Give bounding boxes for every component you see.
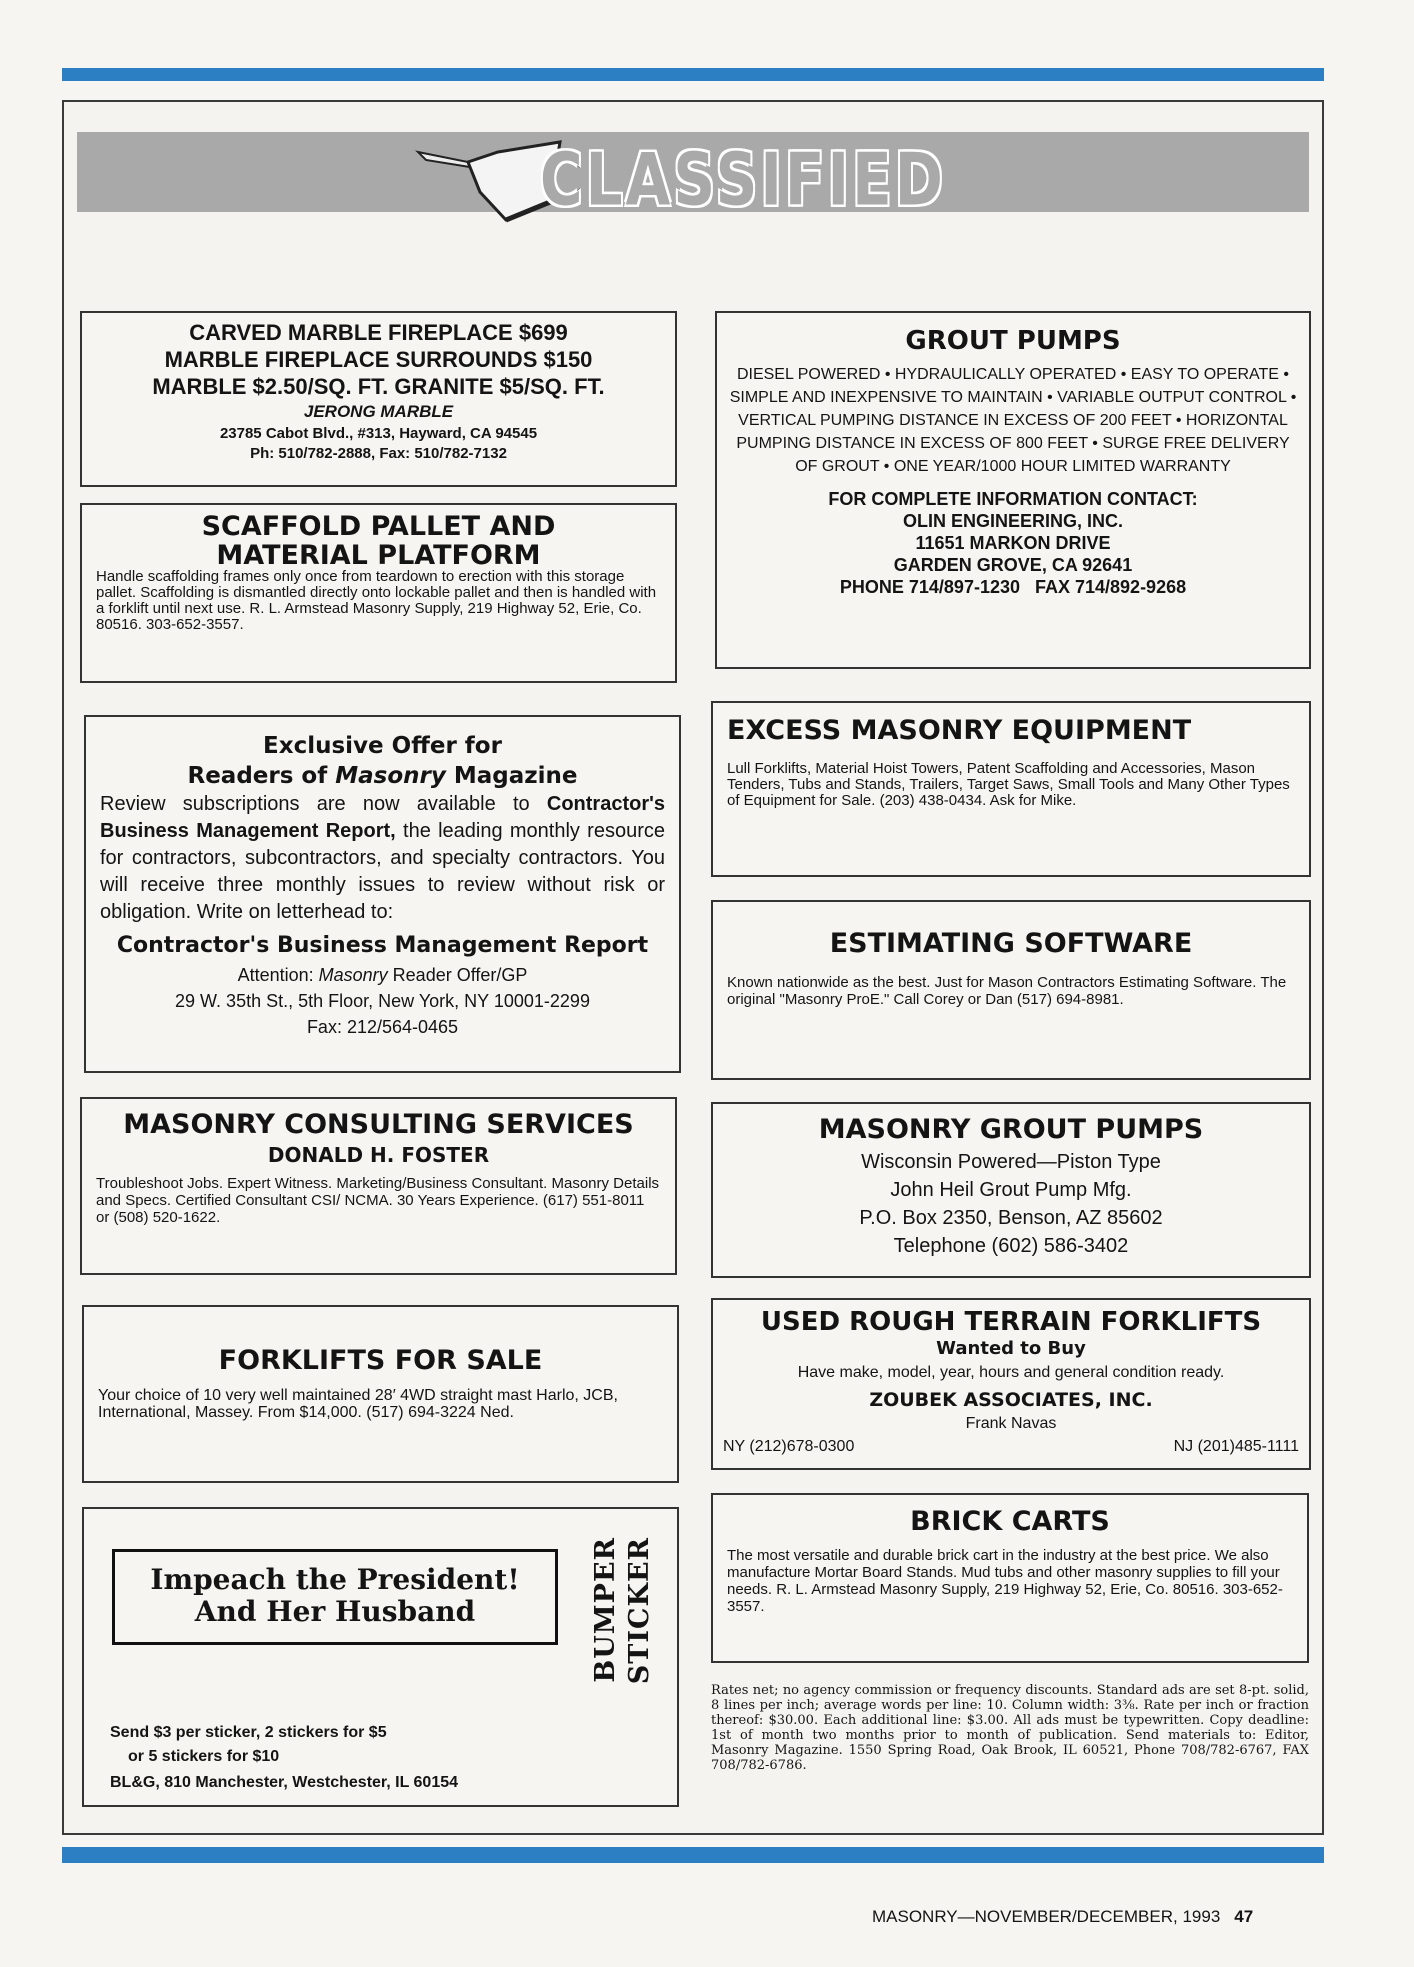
marble-line-1: CARVED MARBLE FIREPLACE $699 (189, 320, 568, 345)
ad-forklifts-for-sale (82, 1305, 679, 1483)
sticker-price-1: Send $3 per sticker, 2 stickers for $5 (110, 1724, 387, 1741)
ad-consulting (80, 1097, 677, 1275)
sticker-address: BL&G, 810 Manchester, Westchester, IL 60154 (110, 1774, 459, 1791)
exclusive-attention: Attention: Masonry Reader Offer/GP (237, 965, 528, 985)
page-number: 47 (1234, 1907, 1254, 1926)
excess-body: Lull Forklifts, Material Hoist Towers, Patent Scaffolding and Accessories, Mason Tenders, Tubs and Stands, Trailers, Target Saws, Small Tools and Many Other Types of Equipment for Sale. (203) 438-0434. Ask for Mike. (727, 760, 1290, 809)
brick-body: The most versatile and durable brick cart in the industry at the best price. We also manufacture Mortar Board Stands. Mud tubs and other masonry supplies to fill your needs. R. L. Armstead Masonry Supply, 219 Highway 52, Erie, Co. 80516. 303-652-3557. (727, 1547, 1283, 1615)
used-phones (723, 1434, 1299, 1460)
consulting-title: MASONRY CONSULTING SERVICES (123, 1109, 634, 1140)
used-company: ZOUBEK ASSOCIATES, INC. (869, 1389, 1153, 1411)
used-contact: Frank Navas (965, 1415, 1057, 1432)
sticker-box (112, 1549, 558, 1645)
forklifts-title: FORKLIFTS FOR SALE (218, 1345, 543, 1376)
used-title: USED ROUGH TERRAIN FORKLIFTS (760, 1307, 1262, 1337)
ad-marble (80, 311, 677, 487)
ad-exclusive-offer (84, 715, 681, 1073)
marble-address: 23785 Cabot Blvd., #313, Hayward, CA 94545 (219, 425, 538, 442)
bumper-vertical-label: BUMPER (590, 1537, 621, 1683)
ad-excess-equipment (711, 701, 1311, 877)
consulting-name: DONALD H. FOSTER (267, 1143, 490, 1167)
sticker-vertical-label: STICKER (624, 1537, 655, 1685)
grout-contact-1: FOR COMPLETE INFORMATION CONTACT: (828, 489, 1198, 509)
page-footer (872, 1907, 1253, 1927)
software-title: ESTIMATING SOFTWARE (829, 928, 1193, 959)
grout-title: GROUT PUMPS (905, 326, 1121, 356)
masonry-grout-line-3: P.O. Box 2350, Benson, AZ 85602 (859, 1207, 1163, 1229)
exclusive-title-1: Exclusive Offer for (263, 733, 502, 759)
bottom-rule (62, 1847, 1324, 1863)
grout-body: DIESEL POWERED • HYDRAULICALLY OPERATED • EASY TO OPERATE • SIMPLE AND INEXPENSIVE TO MAINTAIN • VARIABLE OUTPUT CONTROL • VERTICAL PUMPING DISTANCE IN EXCESS OF 200 FEET • HORIZONTAL PUMPING DISTANCE IN EXCESS OF 800 FEET • SURGE FREE DELIVERY OF GROUT • ONE YEAR/1000 HOUR LIMITED WARRANTY (729, 366, 1297, 475)
masonry-grout-line-4: Telephone (602) 586-3402 (893, 1235, 1129, 1257)
ad-masonry-grout-pumps (711, 1102, 1311, 1278)
software-body: Known nationwide as the best. Just for Mason Contractors Estimating Software. The original "Masonry ProE." Call Corey or Dan (517) 694-8981. (727, 974, 1287, 1008)
exclusive-fax: Fax: 212/564-0465 (306, 1017, 459, 1037)
masonry-grout-title: MASONRY GROUT PUMPS (818, 1114, 1204, 1145)
grout-contact-2: OLIN ENGINEERING, INC. (902, 511, 1124, 531)
sticker-line-1: Impeach the President! (150, 1563, 520, 1596)
exclusive-body: Review subscriptions are now available to Contractor's Business Management Report, the leading monthly resource for contractors, subcontractors, and specialty contractors. You will receive three monthly issues to review without risk or obligation. Write on letterhead to: (100, 793, 665, 923)
exclusive-title-2: Readers of Masonry Magazine (187, 763, 578, 789)
sticker-line-2: And Her Husband (194, 1595, 476, 1628)
marble-line-3: MARBLE $2.50/SQ. FT. GRANITE $5/SQ. FT. (152, 374, 605, 399)
scaffold-title-2: MATERIAL PLATFORM (216, 540, 541, 571)
masonry-grout-line-2: John Heil Grout Pump Mfg. (890, 1179, 1132, 1201)
marble-company: JERONG MARBLE (303, 402, 454, 421)
excess-title: EXCESS MASONRY EQUIPMENT (727, 715, 1192, 746)
scaffold-title-1: SCAFFOLD PALLET AND (201, 511, 556, 542)
ad-brick-carts (711, 1493, 1309, 1663)
used-phone-nj: NJ (201)485-1111 (1173, 1438, 1299, 1455)
consulting-body: Troubleshoot Jobs. Expert Witness. Marketing/Business Consultant. Masonry Details and Specs. Certified Consultant CSI/ NCMA. 30 Years Experience. (617) 551-8011 or (508) 520-1622. (96, 1175, 660, 1226)
ad-scaffold (80, 503, 677, 683)
exclusive-report-name: Contractor's Business Management Report (116, 933, 649, 958)
used-body: Have make, model, year, hours and general condition ready. (797, 1364, 1225, 1381)
footer-issue: MASONRY—NOVEMBER/DECEMBER, 1993 (872, 1907, 1221, 1926)
scaffold-body: Handle scaffolding frames only once from teardown to erection with this storage pallet. Scaffolding is dismantled directly onto lockable pallet and then is handled with a forklift until next use. R. L. Armstead Masonry Supply, 219 Highway 52, Erie, Co. 80516. 303-652-3557. (96, 568, 657, 633)
ad-grout-pumps (715, 311, 1311, 669)
masonry-grout-line-1: Wisconsin Powered—Piston Type (861, 1151, 1161, 1173)
brick-title: BRICK CARTS (910, 1506, 1110, 1537)
used-phone-ny: NY (212)678-0300 (723, 1438, 855, 1455)
ad-estimating-software (711, 900, 1311, 1080)
ad-bumper-sticker (82, 1507, 679, 1807)
marble-phone: Ph: 510/782-2888, Fax: 510/782-7132 (250, 445, 507, 462)
top-rule (62, 68, 1324, 81)
rates-text: Rates net; no agency commission or frequency discounts. Standard ads are set 8-pt. solid, 8 lines per inch; average words per line: 10. Column width: 3⅜. Rate per inch or fraction thereof: $30.00. Each additional line: $3.00. All ads must be typewritten. Copy deadline: 1st of month two months prior to month of publication. Send materials to: Editor, Masonry Magazine. 1550 Spring Road, Oak Brook, IL 60521, Phone 708/782-6767, FAX 708/782-6786. (711, 1683, 1309, 1773)
exclusive-address: 29 W. 35th St., 5th Floor, New York, NY 10001-2299 (175, 991, 590, 1011)
grout-contact-5: PHONE 714/897-1230 FAX 714/892-9268 (839, 577, 1187, 597)
classified-title: CLASSIFIED (540, 137, 946, 222)
ad-used-forklifts (711, 1298, 1311, 1470)
grout-contact-3: 11651 MARKON DRIVE (915, 533, 1111, 553)
sticker-price-2: or 5 stickers for $10 (128, 1748, 280, 1765)
forklifts-body: Your choice of 10 very well maintained 28′ 4WD straight mast Harlo, JCB, International, Massey. From $14,000. (517) 694-3224 Ned. (98, 1387, 618, 1421)
grout-contact-4: GARDEN GROVE, CA 92641 (893, 555, 1133, 575)
used-subtitle: Wanted to Buy (936, 1338, 1086, 1359)
marble-line-2: MARBLE FIREPLACE SURROUNDS $150 (164, 347, 593, 372)
